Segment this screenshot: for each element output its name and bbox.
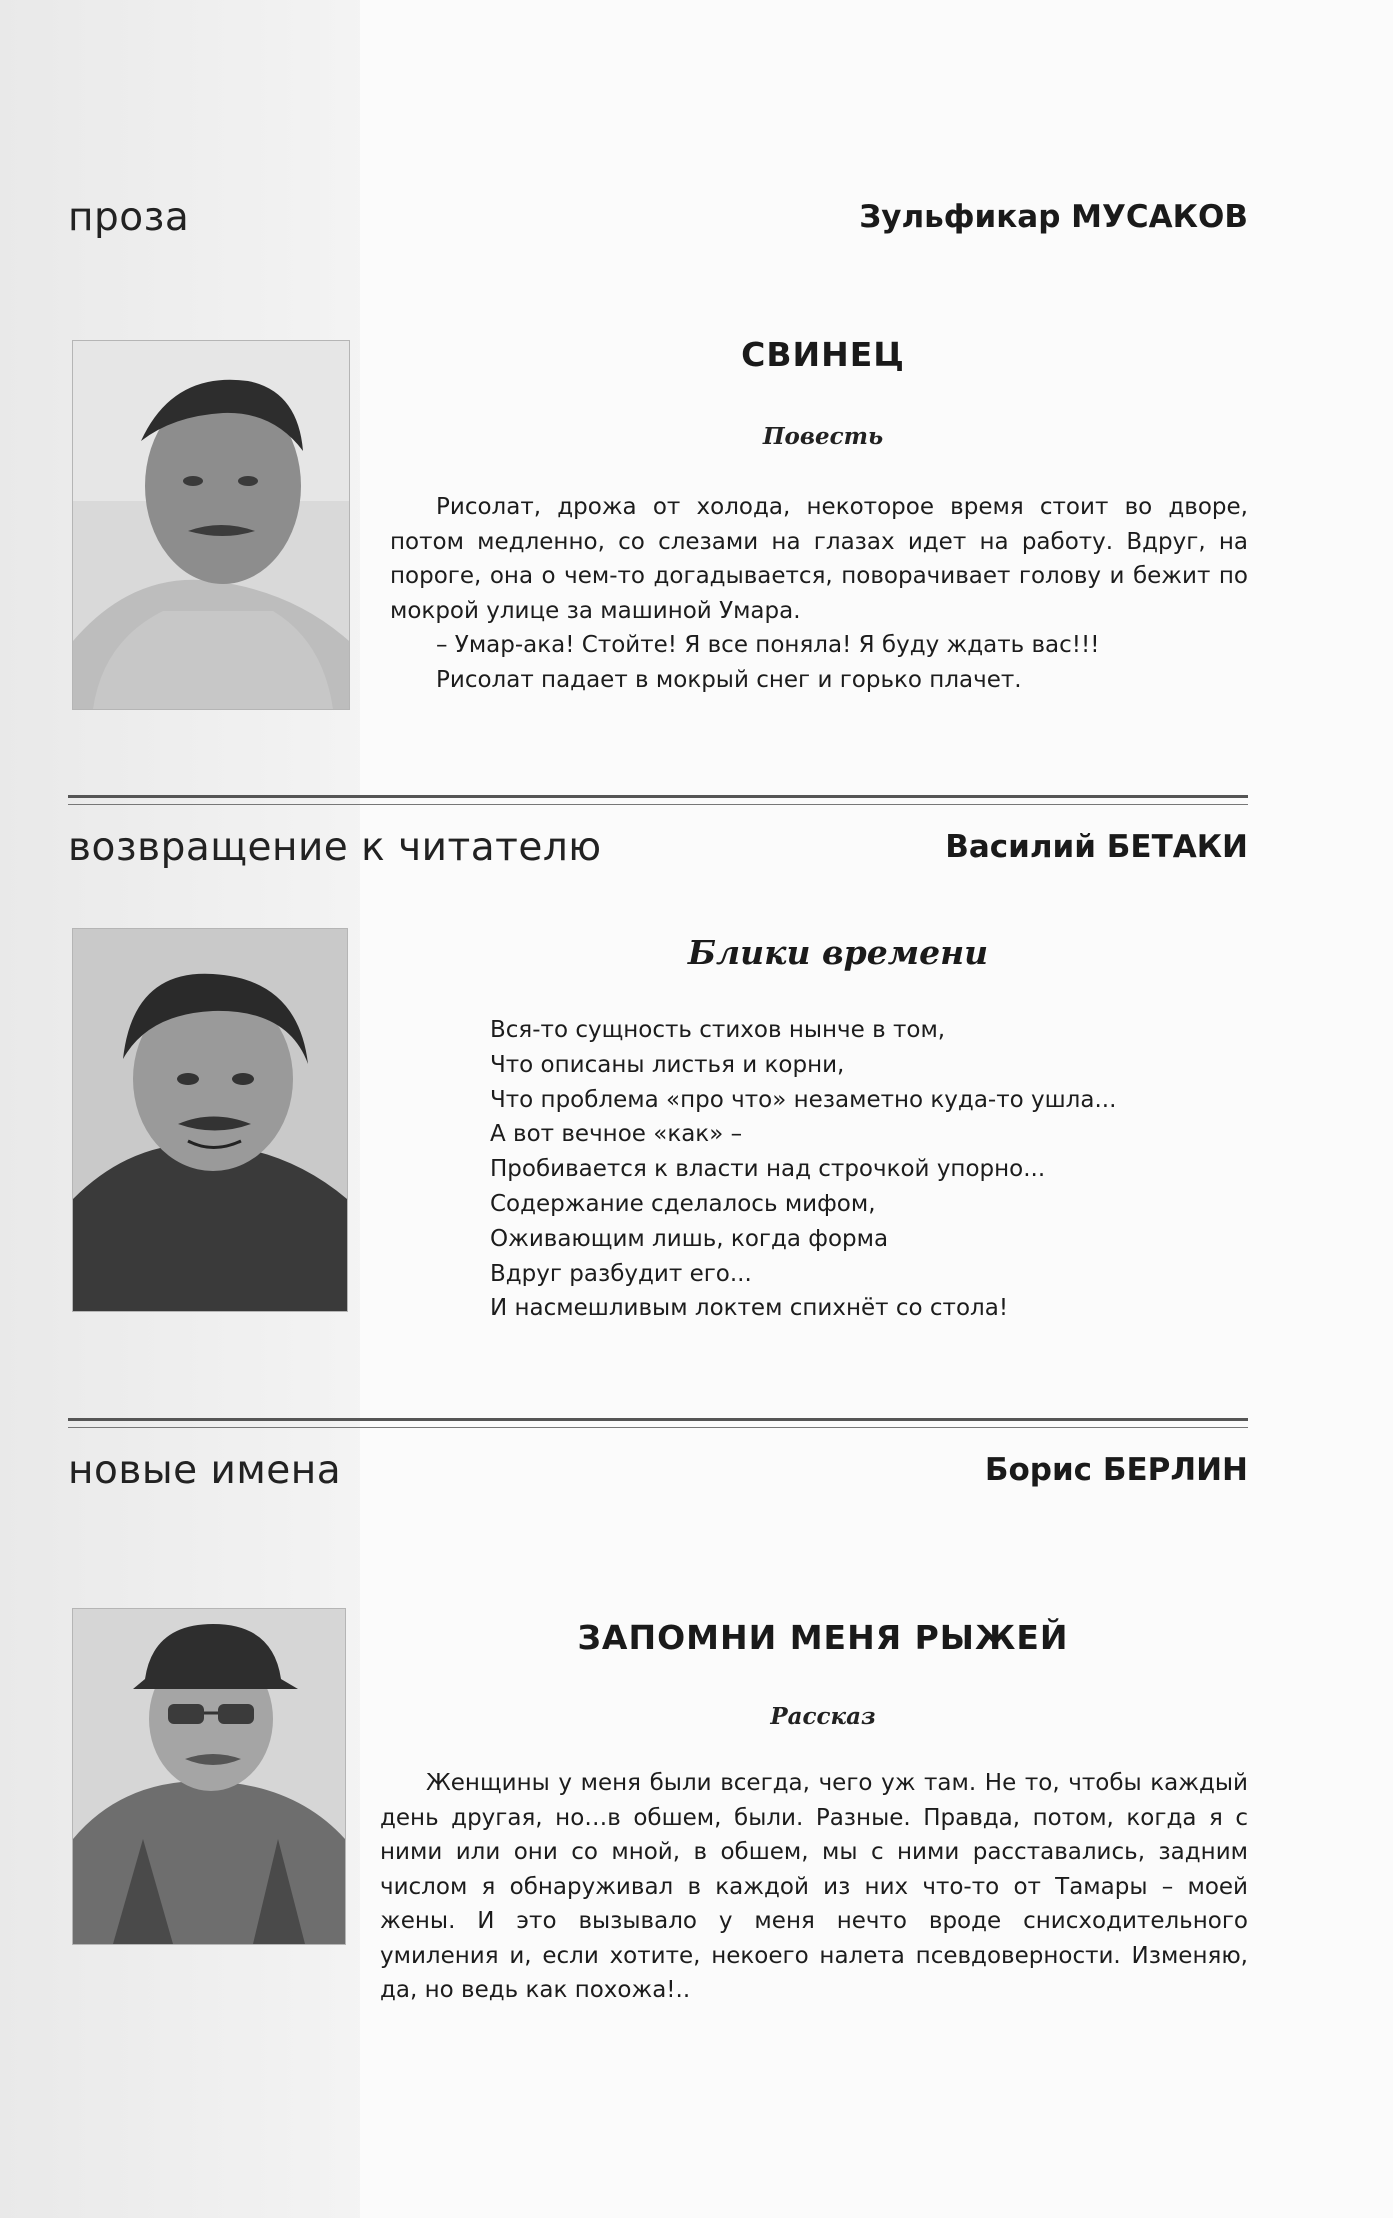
author-name: Василий БЕТАКИ xyxy=(945,829,1248,865)
work-title: СВИНЕЦ xyxy=(741,335,905,374)
section-new-names xyxy=(68,1448,1248,2008)
paragraph: Рисолат, дрожа от холода, некоторое время стоит во дворе, потом медленно, со слезами на глазах идет на работу. Вдруг, на пороге, она о чем-то догадывается, поворачивает голову и бежит по мокрой улице за машиной Умара. xyxy=(390,494,1248,624)
portrait-image xyxy=(73,1609,345,1944)
author-photo xyxy=(72,340,350,710)
section-divider xyxy=(68,795,1248,805)
work-title: ЗАПОМНИ МЕНЯ РЫЖЕЙ xyxy=(577,1618,1069,1657)
section-return-to-reader xyxy=(68,825,1248,1415)
verse-line: Вдруг разбудит его... xyxy=(490,1260,752,1287)
rubric-label: возвращение к читателю xyxy=(68,825,602,870)
work-title: Блики времени xyxy=(687,933,989,972)
paragraph: Женщины у меня были всегда, чего уж там. Не то, чтобы каждый день другая, но…в обшем, были. Разные. Правда, потом, когда я с ними или они со мной, в обшем, мы с ними расставались, задним числом я обнаруживал в каждой из них что-то от Тамары – моей жены. И это вызывало у меня нечто вроде снисходительного умиления и, если хотите, некоего налета псевдоверности. Изменяю, да, но ведь как похожа!.. xyxy=(380,1770,1248,2003)
author-name: Зульфикар МУСАКОВ xyxy=(859,199,1248,235)
verse-line: Содержание сделалось мифом, xyxy=(490,1190,876,1217)
author-name: Борис БЕРЛИН xyxy=(984,1452,1248,1488)
author-photo xyxy=(72,1608,346,1945)
verse-line: Оживающим лишь, когда форма xyxy=(490,1225,889,1252)
section-divider xyxy=(68,1418,1248,1428)
author-photo xyxy=(72,928,348,1312)
paragraph: Рисолат падает в мокрый снег и горько плачет. xyxy=(436,666,1022,693)
portrait-image xyxy=(73,929,347,1311)
verse-line: А вот вечное «как» – xyxy=(490,1121,743,1148)
rubric-label: проза xyxy=(68,195,190,240)
poem-text xyxy=(490,1013,1116,1326)
prose-text xyxy=(390,490,1248,697)
portrait-image xyxy=(73,341,349,709)
verse-line: Что описаны листья и корни, xyxy=(490,1051,845,1078)
verse-line: Пробивается к власти над строчкой упорно... xyxy=(490,1156,1046,1183)
verse-line: Что проблема «про что» незаметно куда-то ушла... xyxy=(490,1086,1117,1113)
work-genre: Повесть xyxy=(762,423,884,450)
prose-text xyxy=(380,1766,1248,2008)
rubric-label: новые имена xyxy=(68,1448,342,1493)
verse-line: И насмешливым локтем спихнёт со стола! xyxy=(490,1295,1009,1322)
work-genre: Рассказ xyxy=(770,1703,876,1730)
verse-line: Вся-то сущность стихов нынче в том, xyxy=(490,1017,946,1043)
paragraph: – Умар-ака! Стойте! Я все поняла! Я буду ждать вас!!! xyxy=(436,632,1100,658)
section-prose xyxy=(68,195,1248,715)
